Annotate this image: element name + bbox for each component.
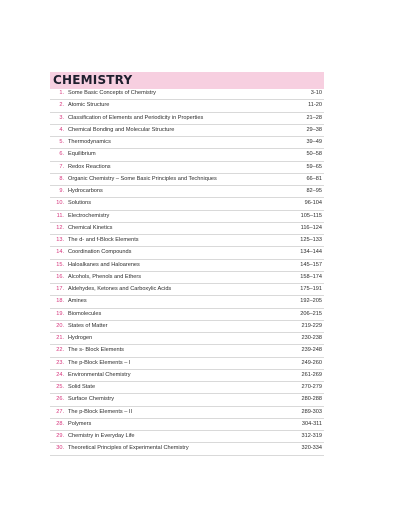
entry-number: 18. xyxy=(56,298,64,305)
toc-row xyxy=(50,443,324,455)
entry-pages: 289-303 xyxy=(301,408,322,415)
entry-pages: 270-279 xyxy=(301,384,322,390)
entry-pages: 29–38 xyxy=(306,126,322,133)
entry-number: 11. xyxy=(56,212,64,219)
entry-number: 30. xyxy=(56,445,64,452)
entry-title: Alcohols, Phenols and Ethers xyxy=(68,273,142,280)
toc-row xyxy=(50,309,324,321)
entry-number: 29. xyxy=(56,433,64,439)
toc-row xyxy=(50,370,324,382)
entry-title: Redox Reactions xyxy=(68,163,111,170)
entry-pages: 249-260 xyxy=(301,359,322,366)
entry-number: 17. xyxy=(56,286,64,292)
toc-row xyxy=(50,211,324,223)
entry-number: 3. xyxy=(59,114,64,121)
entry-title: Electrochemistry xyxy=(68,212,110,219)
entry-pages: 206–215 xyxy=(300,310,322,317)
entry-title: Some Basic Concepts of Chemistry xyxy=(68,90,156,96)
toc-row xyxy=(50,345,324,357)
entry-number: 1. xyxy=(59,90,64,96)
entry-pages: 239-248 xyxy=(301,347,322,354)
entry-number: 13. xyxy=(56,237,64,243)
toc-row xyxy=(50,174,324,186)
toc-row xyxy=(50,100,324,112)
toc-row xyxy=(50,235,324,247)
entry-title: Environmental Chemistry xyxy=(68,371,131,378)
entry-pages: 192–205 xyxy=(300,298,322,305)
toc-row xyxy=(50,419,324,431)
toc-row xyxy=(50,382,324,394)
entry-number: 25. xyxy=(56,384,64,390)
entry-pages: 312-319 xyxy=(301,433,322,439)
toc-row xyxy=(50,88,324,100)
entry-number: 28. xyxy=(56,420,64,427)
entry-pages: 66–81 xyxy=(306,175,322,182)
entry-number: 9. xyxy=(59,188,64,194)
entry-number: 16. xyxy=(56,273,64,280)
entry-number: 20. xyxy=(56,322,64,329)
entry-number: 15. xyxy=(56,261,64,268)
entry-pages: 320-334 xyxy=(301,445,322,452)
entry-pages: 21–28 xyxy=(306,114,322,121)
toc-row xyxy=(50,431,324,443)
entry-number: 24. xyxy=(56,371,64,378)
entry-title: States of Matter xyxy=(68,322,108,329)
entry-number: 8. xyxy=(59,175,64,182)
entry-title: The p-Block Elements – I xyxy=(68,359,131,366)
entry-number: 5. xyxy=(59,139,64,145)
entry-number: 14. xyxy=(56,249,64,256)
entry-pages: 116–124 xyxy=(300,224,322,231)
toc-row xyxy=(50,137,324,149)
entry-number: 6. xyxy=(59,151,64,158)
entry-number: 7. xyxy=(59,163,64,170)
entry-pages: 11-20 xyxy=(308,102,322,109)
toc-row xyxy=(50,407,324,419)
entry-title: Equilibrium xyxy=(68,151,96,158)
entry-title: Coordination Compounds xyxy=(68,249,132,256)
toc-row xyxy=(50,125,324,137)
entry-pages: 105–115 xyxy=(300,212,322,219)
entry-title: Polymers xyxy=(68,420,92,427)
entry-number: 12. xyxy=(56,224,64,231)
entry-title: The d- and f-Block Elements xyxy=(68,237,139,243)
entry-title: Solutions xyxy=(68,200,92,207)
entry-pages: 96-104 xyxy=(304,200,322,207)
entry-title: Theoretical Principles of Experimental Chemistry xyxy=(68,445,189,452)
entry-title: Organic Chemistry – Some Basic Principles and Techniques xyxy=(68,175,217,182)
entry-number: 19. xyxy=(56,310,64,317)
entry-title: Atomic Structure xyxy=(68,102,110,109)
entry-title: Classification of Elements and Periodicity in Properties xyxy=(68,114,204,121)
toc-row xyxy=(50,149,324,161)
toc-row xyxy=(50,358,324,370)
entry-pages: 280-288 xyxy=(301,396,322,403)
entry-pages: 304-311 xyxy=(301,420,322,427)
entry-number: 4. xyxy=(59,126,64,133)
entry-title: The s- Block Elements xyxy=(68,347,124,354)
toc-row xyxy=(50,272,324,284)
entry-pages: 261-269 xyxy=(301,371,322,378)
entry-number: 10. xyxy=(56,200,64,207)
toc-row xyxy=(50,321,324,333)
entry-pages: 50–58 xyxy=(306,151,322,158)
entry-title: Hydrogen xyxy=(68,335,93,341)
entry-pages: 175–191 xyxy=(300,286,322,292)
entry-number: 21. xyxy=(56,335,64,341)
entry-title: Solid State xyxy=(68,384,96,390)
entry-pages: 219-229 xyxy=(301,322,322,329)
entry-title: Biomolecules xyxy=(68,310,102,317)
entry-pages: 134–144 xyxy=(300,249,322,256)
entry-title: The p-Block Elements – II xyxy=(68,408,133,415)
entry-title: Chemical Bonding and Molecular Structure xyxy=(68,126,175,133)
entry-title: Aldehydes, Ketones and Carboxylic Acids xyxy=(68,286,172,292)
page-title: CHEMISTRY xyxy=(53,73,133,87)
toc-row xyxy=(50,198,324,210)
toc-row xyxy=(50,113,324,125)
toc-row xyxy=(50,223,324,235)
entry-title: Thermodynamics xyxy=(68,139,111,145)
entry-number: 22. xyxy=(56,347,64,354)
entry-pages: 39–49 xyxy=(306,139,322,145)
toc-row xyxy=(50,247,324,259)
entry-pages: 3-10 xyxy=(310,90,322,96)
toc-row xyxy=(50,186,324,198)
entry-pages: 230-238 xyxy=(301,335,322,341)
toc-row xyxy=(50,394,324,406)
entry-title: Amines xyxy=(68,298,87,305)
toc-row xyxy=(50,260,324,272)
entry-pages: 158–174 xyxy=(300,273,322,280)
entry-pages: 125–133 xyxy=(300,237,322,243)
entry-title: Chemistry in Everyday Life xyxy=(68,433,135,439)
entry-title: Hydrocarbons xyxy=(68,188,103,194)
entry-pages: 145–157 xyxy=(300,261,322,268)
entry-title: Chemical Kinetics xyxy=(68,224,113,231)
entry-number: 2. xyxy=(59,102,64,109)
entry-pages: 59–65 xyxy=(306,163,322,170)
entry-title: Haloalkanes and Haloarenes xyxy=(68,261,140,268)
entry-number: 27. xyxy=(56,408,64,415)
toc-row xyxy=(50,333,324,345)
entry-number: 23. xyxy=(56,359,64,366)
entry-pages: 82–95 xyxy=(306,188,322,194)
entry-title: Surface Chemistry xyxy=(68,396,115,403)
table-of-contents xyxy=(50,88,324,456)
entry-number: 26. xyxy=(56,396,64,403)
toc-row xyxy=(50,284,324,296)
toc-row xyxy=(50,162,324,174)
toc-row xyxy=(50,296,324,308)
